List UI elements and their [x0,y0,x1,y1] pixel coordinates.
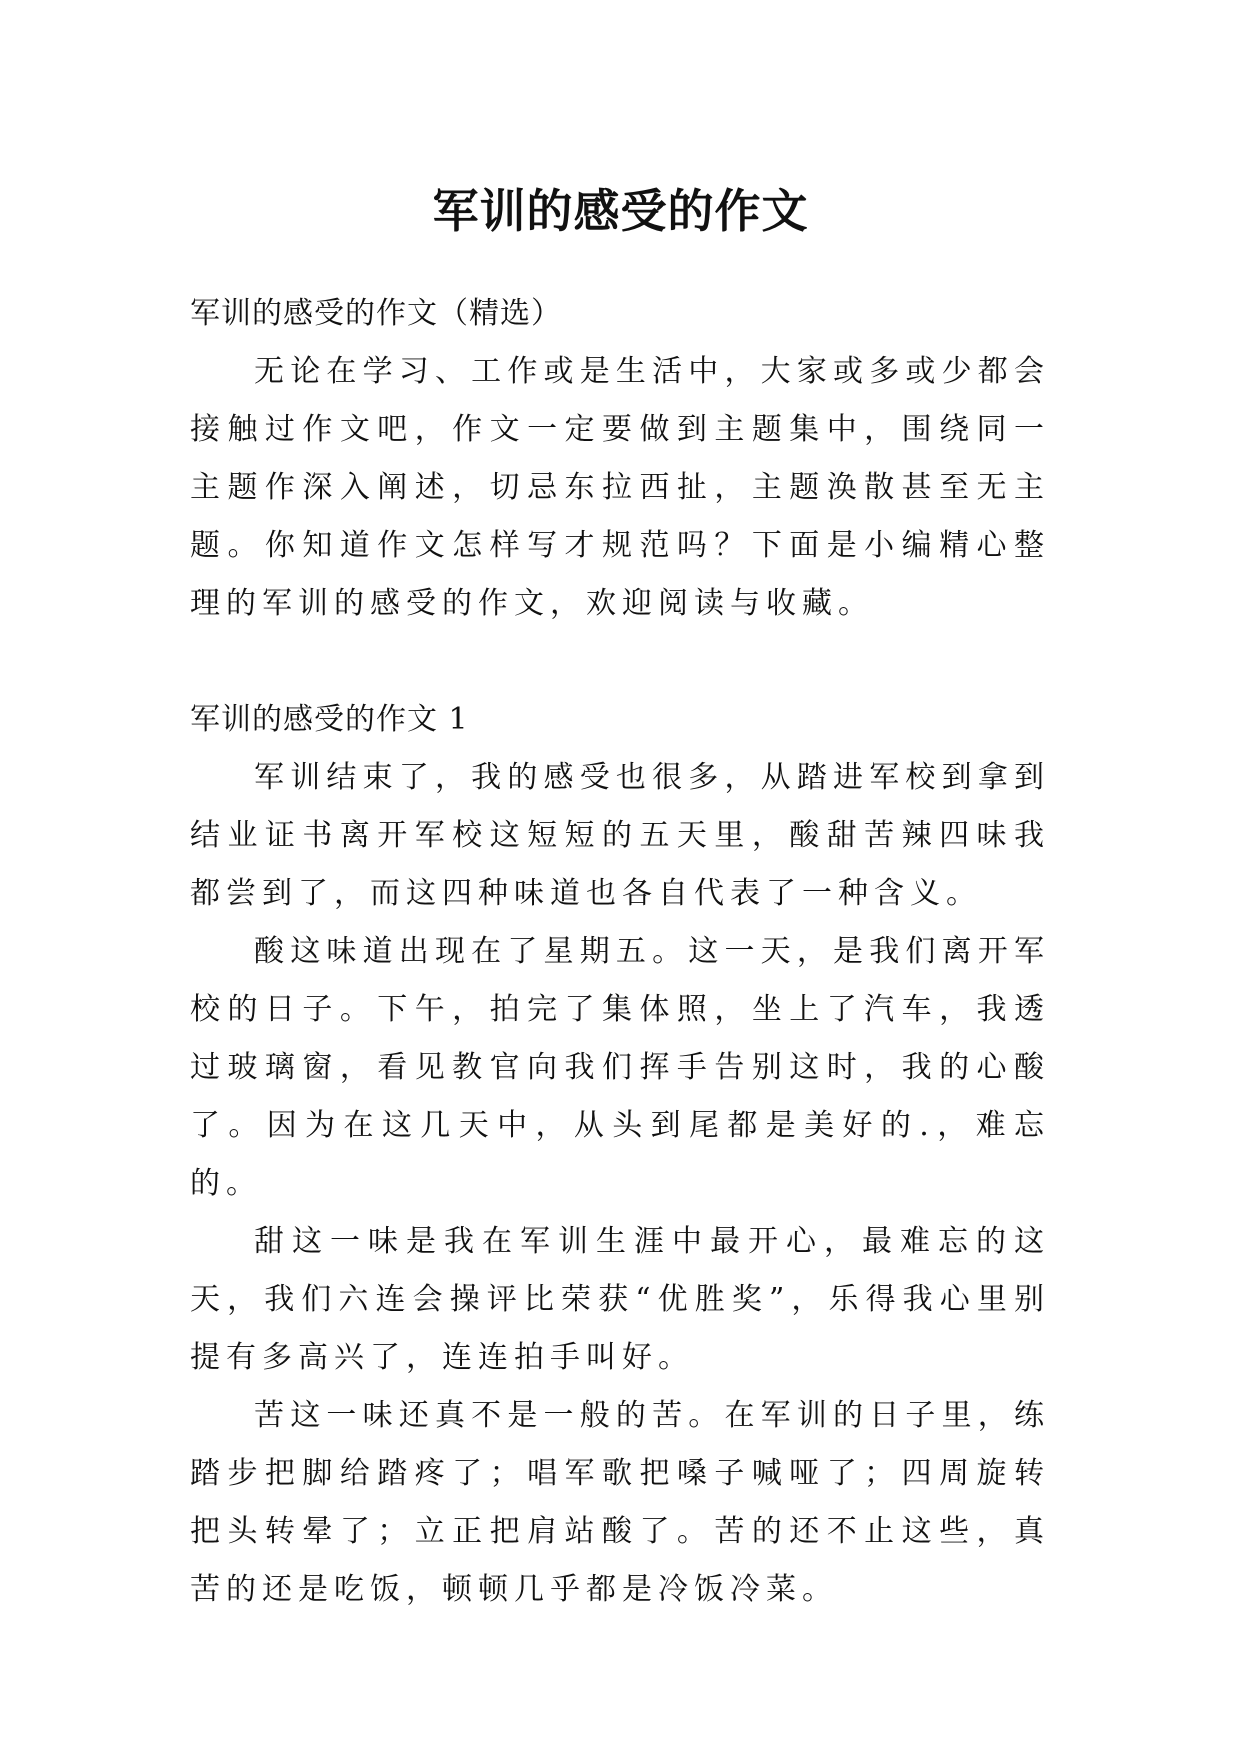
section1-paragraph: 军训结束了，我的感受也很多，从踏进军校到拿到结业证书离开军校这短短的五天里，酸甜苦辣四味我都尝到了，而这四种味道也各自代表了一种含义。 [190,760,1050,911]
section1-paragraph: 甜这一味是我在军训生涯中最开心，最难忘的这天，我们六连会操评比荣获“优胜奖”，乐得我心里别提有多高兴了，连连拍手叫好。 [190,1224,1050,1375]
section1-paragraph: 苦这一味还真不是一般的苦。在军训的日子里，练踏步把脚给踏疼了；唱军歌把嗓子喊哑了；四周旋转把头转晕了；立正把肩站酸了。苦的还不止这些，真苦的还是吃饭，顿顿几乎都是冷饭冷菜。 [190,1398,1050,1607]
document-title: 军训的感受的作文 [432,183,809,238]
intro-heading: 军训的感受的作文（精选） [190,296,562,331]
section-spacer [190,633,1050,691]
section1-paragraphs [190,749,1050,1619]
intro-paragraph: 无论在学习、工作或是生活中，大家或多或少都会接触过作文吧，作文一定要做到主题集中，围绕同一主题作深入阐述，切忌东拉西扯，主题涣散甚至无主题。你知道作文怎样写才规范吗？下面是小编精心整理的军训的感受的作文，欢迎阅读与收藏。 [190,354,1050,621]
section1-paragraph: 酸这味道出现在了星期五。这一天，是我们离开军校的日子。下午，拍完了集体照，坐上了汽车，我透过玻璃窗，看见教官向我们挥手告别这时，我的心酸了。因为在这几天中，从头到尾都是美好的.，难忘的。 [190,934,1050,1201]
section1-heading: 军训的感受的作文 1 [190,702,469,737]
document-body [190,285,1050,1619]
